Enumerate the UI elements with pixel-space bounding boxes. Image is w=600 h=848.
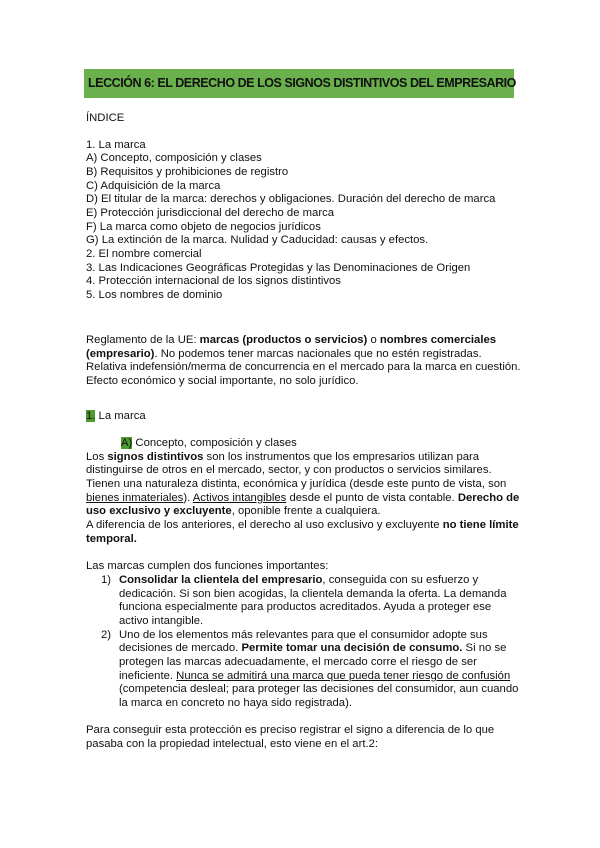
functions-intro: Las marcas cumplen dos funciones importantes: [86, 560, 329, 572]
index-item: D) El titular de la marca: derechos y obligaciones. Duración del derecho de marca [86, 193, 496, 205]
list-item-line: activo intangible. [119, 615, 204, 627]
index-item: G) La extinción de la marca. Nulidad y Caducidad: causas y efectos. [86, 234, 429, 246]
intro-line: (empresario). No podemos tener marcas nacionales que no estén registradas. [86, 348, 482, 360]
intro-line: Relativa indefensión/merma de concurrencia en el mercado para la marca en cuestión. [86, 361, 521, 373]
list-number: 2) [101, 629, 112, 641]
page-title: LECCIÓN 6: EL DERECHO DE LOS SIGNOS DISTINTIVOS DEL EMPRESARIO [88, 76, 516, 90]
paragraph-line: temporal. [86, 533, 137, 545]
list-number: 1) [101, 574, 112, 586]
intro-line: Reglamento de la UE: marcas (productos o servicios) o nombres comerciales [86, 334, 497, 346]
closing-line: pasaba con la propiedad intelectual, esto viene en el art.2: [86, 738, 379, 750]
index-item: 2. El nombre comercial [86, 248, 202, 260]
list-item-line: decisiones de mercado. Permite tomar una decisión de consumo. Si no se [119, 642, 507, 654]
intro-line: Efecto económico y social importante, no solo jurídico. [86, 375, 359, 387]
index-item: 3. Las Indicaciones Geográficas Protegidas y las Denominaciones de Origen [86, 262, 471, 274]
list-item-line: la marca en concreto no haya sido registrada). [119, 697, 352, 709]
list-item-line: funciona especialmente para productos acreditados. Ayuda a proteger ese [119, 601, 492, 613]
list-item-line: dedicación. Si son bien acogidas, la clientela demanda la oferta. La demanda [119, 588, 507, 600]
paragraph-line: Los signos distintivos son los instrumentos que los empresarios utilizan para [86, 451, 480, 463]
index-item: E) Protección jurisdiccional del derecho de marca [86, 207, 335, 219]
index-item: 1. La marca [86, 139, 146, 151]
list-item-line: Uno de los elementos más relevantes para que el consumidor adopte sus [119, 629, 488, 641]
section-heading: 1. La marca [86, 410, 146, 422]
section-number: 1. [86, 410, 96, 422]
paragraph-line: distinguirse de otros en el mercado, sector, y con productos o servicios similares. [86, 464, 492, 476]
list-item-line: (competencia desleal; para proteger las decisiones del consumidor, aun cuando [119, 683, 519, 695]
list-item-line: protegen las marcas adecuadamente, el mercado corre el riesgo de ser [119, 656, 477, 668]
closing-line: Para conseguir esta protección es preciso registrar el signo a diferencia de lo que [86, 724, 495, 736]
subsection-heading: A) Concepto, composición y clases [121, 437, 297, 449]
index-item: F) La marca como objeto de negocios jurídicos [86, 221, 321, 233]
paragraph-line: Tienen una naturaleza distinta, económica y jurídica (desde este punto de vista, son [86, 478, 507, 490]
paragraph-line: uso exclusivo y excluyente, oponible frente a cualquiera. [86, 505, 381, 517]
index-item: 5. Los nombres de dominio [86, 289, 223, 301]
index-item: B) Requisitos y prohibiciones de registro [86, 166, 289, 178]
paragraph-line: A diferencia de los anteriores, el derecho al uso exclusivo y excluyente no tiene límite [86, 519, 519, 531]
subsection-letter: A) [121, 437, 133, 449]
index-item: 4. Protección internacional de los signos distintivos [86, 275, 341, 287]
index-item: C) Adquisición de la marca [86, 180, 221, 192]
list-item-line: Consolidar la clientela del empresario, conseguida con su esfuerzo y [119, 574, 479, 586]
list-item-line: ineficiente. Nunca se admitirá una marca que pueda tener riesgo de confusión [119, 670, 511, 682]
index-heading: ÍNDICE [86, 112, 125, 124]
index-item: A) Concepto, composición y clases [86, 152, 262, 164]
paragraph-line: bienes inmateriales). Activos intangibles desde el punto de vista contable. Derecho de [86, 492, 520, 504]
